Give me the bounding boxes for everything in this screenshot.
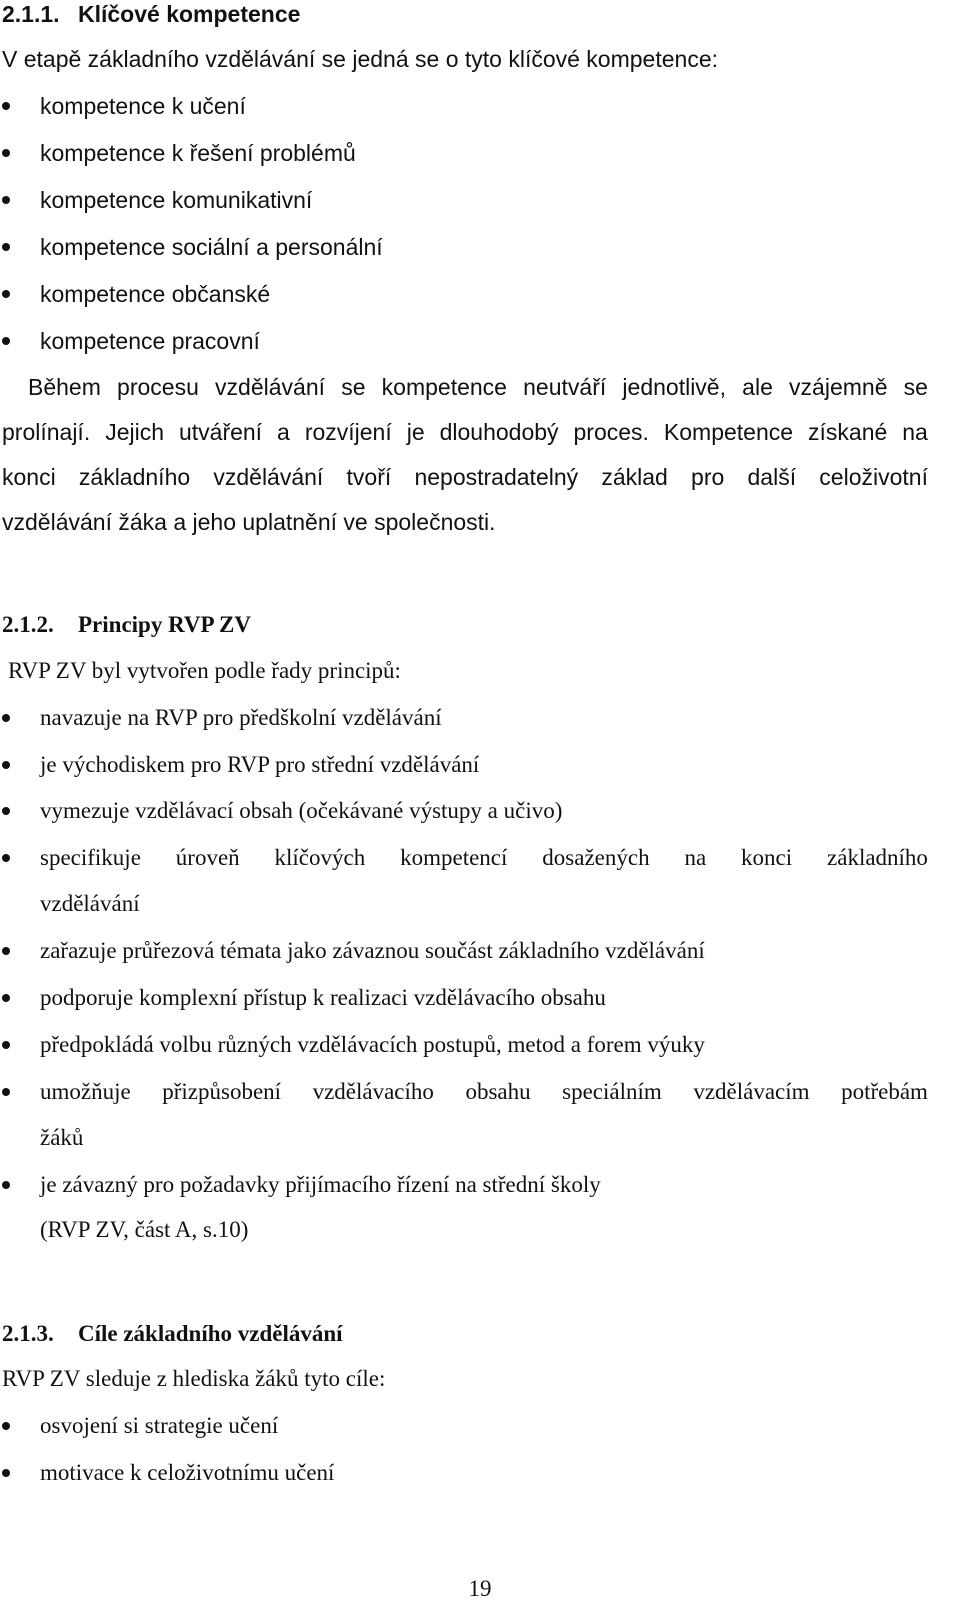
bullet-icon [2,196,10,204]
section-title: Klíčové kompetence [78,1,301,27]
word: celoživotní [819,464,928,490]
paragraph-line [2,463,928,491]
word: proces. [573,419,649,445]
paragraph-line: vzdělávání žáka a jeho uplatnění ve společnosti. [2,509,496,535]
section-number: 2.1.3. [2,1321,54,1346]
bullet-icon [2,994,10,1002]
bullet-icon [2,1181,10,1189]
word: jednotlivě, [622,374,726,400]
section-heading-2-1-2 [2,611,251,639]
word: vzájemně [789,374,888,400]
section-title: Principy RVP ZV [78,612,251,637]
word: vzdělávacího [312,1079,434,1104]
word: získané [808,419,888,445]
word: umožňuje [40,1079,131,1104]
word: prolínají. [2,419,91,445]
word: vzdělávání [215,374,326,400]
section-number: 2.1.1. [2,1,60,27]
bullet-icon [2,1469,10,1477]
word: dlouhodobý [439,419,559,445]
list-item-continuation: vzdělávání [40,891,140,916]
word: Během [28,374,101,400]
word: tvoří [346,464,392,490]
section-title: Cíle základního vzdělávání [78,1321,343,1346]
section-intro: RVP ZV byl vytvořen podle řady principů: [8,658,401,683]
section-heading-2-1-1 [2,0,300,28]
bullet-icon [2,1088,10,1096]
word: vzdělávacím [693,1079,810,1104]
word: dosažených [542,845,650,870]
word: na [684,845,707,870]
citation: (RVP ZV, část A, s.10) [40,1217,249,1242]
word: specifikuje [40,845,141,870]
bullet-icon [2,761,10,769]
word: utváření [178,419,263,445]
paragraph-line [28,373,928,401]
word: Jejich [105,419,164,445]
word: Kompetence [663,419,794,445]
word: kompetencí [400,845,508,870]
bullet-icon [2,290,10,298]
word: se [903,374,928,400]
word: ale [742,374,773,400]
section-number: 2.1.2. [2,612,54,637]
word: neutváří [523,374,607,400]
bullet-icon [2,807,10,815]
word: základ [601,464,668,490]
bullet-icon [2,337,10,345]
bullet-icon [2,1422,10,1430]
word: je [406,419,425,445]
word: obsahu [465,1079,531,1104]
document-page: 2.1.1. Klíčové kompetence V etapě základního vzdělávání se jedná se o tyto klíčové kompetence: kompetence k učení kompetence k řešení problémů kompetence komunikativní kompetence sociální a personální kompetence občanské kompetence pracovní Během procesu vzdělávání se kompetence neutváří jednotlivě, ale vzájemně se prolínají. Jejich utváření a rozvíjení je dlouhodobý proces. Kompetence získané na konci základního vzdělávání tvoří nepostradatelný základ pro další celoživotní vzdělávání žáka a jeho uplatnění ve společnosti. 2.1.2. Principy RVP ZV RVP ZV byl vytvořen podle řady principů: navazuje na RVP pro předškolní vzdělávání je východiskem pro RVP pro střední vzdělávání vymezuje vzdělávací obsah (očekávané výstupy a učivo) specifikuje úroveň klíčových kompetencí dosažených na konci základního vzdělávání zařazuje průřezová témata jako závaznou součást základního vzdělávání podporuje komplexní přístup k realizaci vzdělávacího obsahu předpokládá volbu různých vzdělávacích postupů, metod a forem výuky umožňuje přizpůsobení vzdělávacího obsahu speciálním vzdělávacím potřebám žáků je závazný pro požadavky přijímacího řízení na střední školy (RVP ZV, část A, s.10) 2.1.3. Cíle základního vzdělávání RVP ZV sleduje z hlediska žáků tyto cíle: osvojení si strategie učení motivace k celoživotnímu učení 19 [0,0,960,1617]
word: na [902,419,928,445]
word: základního [827,845,928,870]
section-intro: V etapě základního vzdělávání se jedná se o tyto klíčové kompetence: [2,46,718,72]
bullet-icon [2,854,10,862]
word: přizpůsobení [162,1079,282,1104]
word: další [747,464,797,490]
bullet-icon [2,149,10,157]
word: procesu [117,374,199,400]
word: vzdělávání [213,464,324,490]
word: pro [691,464,725,490]
list-item-continuation: žáků [40,1125,84,1150]
word: nepostradatelný [414,464,579,490]
bullet-icon [2,1041,10,1049]
bullet-icon [2,102,10,110]
word: klíčových [274,845,366,870]
word: potřebám [841,1079,928,1104]
word: úroveň [175,845,240,870]
paragraph-line [2,418,928,446]
word: a [277,419,290,445]
word: kompetence [381,374,507,400]
bullet-icon [2,947,10,955]
bullet-icon [2,714,10,722]
word: rozvíjení [304,419,392,445]
page-number: 19 [468,1576,492,1601]
word: konci [2,464,56,490]
word: speciálním [562,1079,662,1104]
bullet-icon [2,243,10,251]
word: konci [741,845,793,870]
word: základního [78,464,191,490]
word: se [341,374,366,400]
section-intro: RVP ZV sleduje z hlediska žáků tyto cíle: [2,1366,386,1391]
section-heading-2-1-3 [2,1320,343,1348]
